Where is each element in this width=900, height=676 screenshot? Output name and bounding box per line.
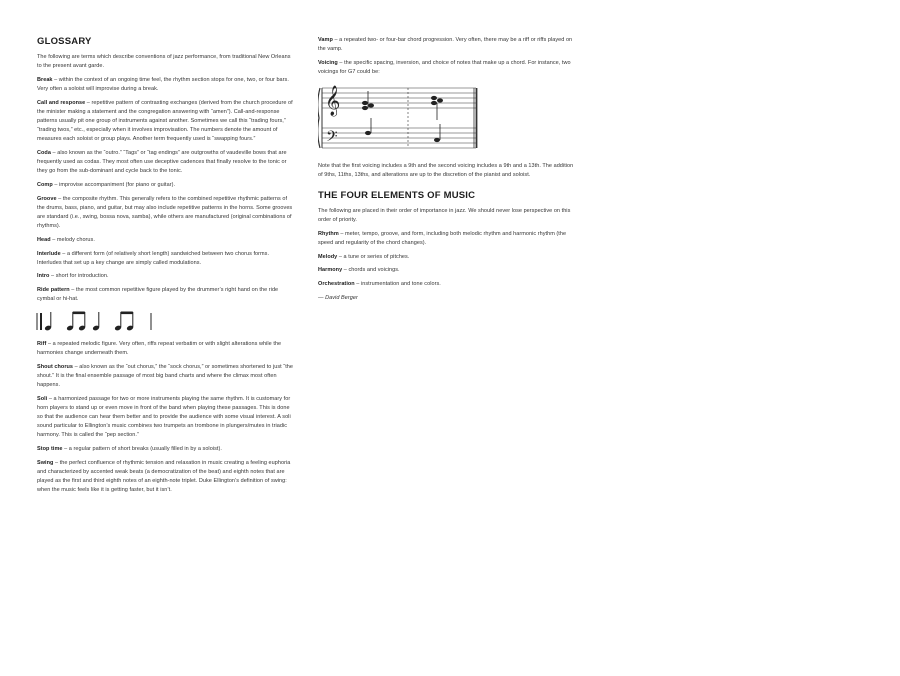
term-definition: – improvise accompaniment (for piano or guitar).: [52, 181, 176, 188]
term-name: Riff: [37, 341, 47, 348]
svg-text:𝄢: 𝄢: [326, 127, 338, 149]
term-name: Swing: [37, 459, 54, 466]
term-stop-time: [37, 445, 295, 454]
term-name: Soli: [37, 395, 48, 402]
glossary-title: GLOSSARY: [37, 36, 92, 47]
voicing-note: Note that the first voicing includes a 9th and the second voicing includes a 9th and a 13th. The addition of 9ths, 11ths, 13ths, and alterations are up to the discretion of the pianist and soloist.: [318, 162, 574, 178]
term-swing: [37, 459, 295, 495]
svg-text:𝄞: 𝄞: [325, 85, 341, 116]
term-definition: – within the context of an ongoing time feel, the rhythm section stops for one, two, or four bars. Very often a soloist will improvise during a break.: [37, 76, 289, 92]
term-name: Call and response: [37, 99, 86, 106]
term-definition: – chords and voicings.: [342, 267, 400, 274]
term-intro: [37, 272, 295, 281]
term-definition: – instrumentation and tone colors.: [354, 281, 441, 288]
term-ride-pattern: [37, 286, 295, 304]
term-name: Rhythm: [318, 230, 339, 237]
term-name: Break: [37, 76, 53, 83]
term-definition: – the specific spacing, inversion, and choice of notes that make up a chord. For instance, two voicings for G7 could be:: [318, 59, 571, 75]
glossary-intro: The following are terms which describe conventions of jazz performance, from traditional New Orleans to the present avant garde.: [37, 54, 291, 70]
term-name: Orchestration: [318, 281, 355, 288]
term-comp: [37, 181, 295, 190]
term-name: Ride pattern: [37, 287, 70, 294]
term-voicing: [318, 59, 576, 77]
term-name: Interlude: [37, 250, 61, 257]
term-definition: – meter, tempo, groove, and form, including both melodic rhythm and harmonic rhythm (the speed and regularity of the chord changes).: [318, 230, 567, 246]
term-name: Coda: [37, 149, 51, 156]
element-harmony: [318, 266, 576, 275]
term-name: Voicing: [318, 59, 338, 66]
term-call-and-response: [37, 99, 295, 144]
ride-pattern-rhythm-notation-icon: [35, 309, 170, 335]
four-elements-intro: The following are placed in their order of importance in jazz. We should never lose perspective on this order of priority.: [318, 207, 571, 224]
element-rhythm: [318, 230, 576, 248]
term-name: Head: [37, 236, 51, 243]
term-definition: – a tune or series of pitches.: [337, 253, 410, 260]
term-definition: – also known as the “out chorus,” the “sock chorus,” or sometimes shortened to just “the shout.” It is the final ensemble passage of most big band charts and where the climax most often happens.: [37, 363, 294, 389]
author-credit: — David Berger: [318, 295, 358, 302]
term-name: Groove: [37, 195, 57, 202]
term-shout-chorus: [37, 363, 295, 390]
left-column: [37, 36, 295, 500]
term-definition: – the most common repetitive figure played by the drummer’s right hand on the ride cymbal or hi-hat.: [37, 287, 279, 303]
term-name: Harmony: [318, 267, 343, 274]
term-name: Melody: [318, 253, 338, 260]
term-head: [37, 236, 295, 245]
term-name: Comp: [37, 181, 53, 188]
term-definition: – short for introduction.: [49, 273, 109, 280]
term-coda: [37, 149, 295, 176]
term-definition: – a regular pattern of short breaks (usually filled in by a soloist).: [62, 446, 222, 453]
term-riff: [37, 340, 295, 358]
term-vamp: [318, 36, 576, 54]
term-name: Intro: [37, 273, 50, 280]
term-groove: [37, 195, 295, 231]
term-definition: – also known as the “outro.” “Tags” or “tag endings” are outgrowths of vaudeville bows that are frequently used as codas. They most often use deceptive cadences that finally resolve to the tonic or they go from the sub-dominant and cycle back to the tonic.: [37, 149, 287, 175]
element-melody: [318, 253, 576, 262]
term-name: Vamp: [318, 37, 333, 43]
term-definition: – a repeated melodic figure. Very often, riffs repeat verbatim or with slight alterations while the harmonies change underneath them.: [37, 341, 282, 357]
term-name: Shout chorus: [37, 363, 74, 370]
g7-voicings-grand-staff-icon: [318, 82, 480, 156]
term-definition: – the perfect confluence of rhythmic tension and relaxation in music creating a feeling euphoria and characterized by accented weak beats (a democratization of the beat) and eighth notes that are played as the first and third eighth notes of an eighth-note triplet. Duke Ellington’s definition of swing: when the music feels like it is getting faster, but it isn’t.: [37, 459, 291, 494]
term-interlude: [37, 250, 295, 268]
term-definition: – melody chorus.: [50, 236, 95, 243]
term-definition: – repetitive pattern of contrasting exchanges (derived from the church procedure of the minister making a statement and the congregation answering with “amen”). Call-and-response patterns usually pit one group of instruments against another. Sometimes we call this “trading fours,” “trading twos,” etc., especially when it involves improvisation. The numbers denote the amount of measures each soloist or group plays. Another term frequently used is “swapping fours.”: [37, 99, 293, 143]
term-break: [37, 76, 295, 94]
term-definition: – a repeated two- or four-bar chord progression. Very often, there may be a riff or riffs played on the vamp.: [318, 37, 573, 53]
term-definition: – the composite rhythm. This generally refers to the combined repetitive rhythmic patterns of the drums, bass, piano, and guitar, but may also include repetitive patterns in the horns. Some grooves are standard (i.e., swing, bossa nova, samba), while others are manufactured (original combinations of rhythms).: [37, 195, 293, 229]
term-definition: – a harmonized passage for two or more instruments playing the same rhythm. It is customary for horn players to stand up or even move in front of the band when playing these passages. This is done so that the audience can hear them better and to provide the audience with some visual interest. A soli sound particular to Ellington’s music combines two trumpets an trombone in plungers/mutes in triadic harmony. This is called the “pep section.”: [37, 395, 291, 439]
four-elements-title: THE FOUR ELEMENTS OF MUSIC: [318, 189, 476, 201]
term-definition: – a different form (of relatively short length) sandwiched between two chorus forms. Interludes that set up a key change are simply called modulations.: [37, 250, 270, 266]
term-name: Stop time: [37, 446, 63, 453]
term-soli: [37, 395, 295, 440]
element-orchestration: [318, 280, 576, 289]
right-column: [318, 36, 576, 308]
